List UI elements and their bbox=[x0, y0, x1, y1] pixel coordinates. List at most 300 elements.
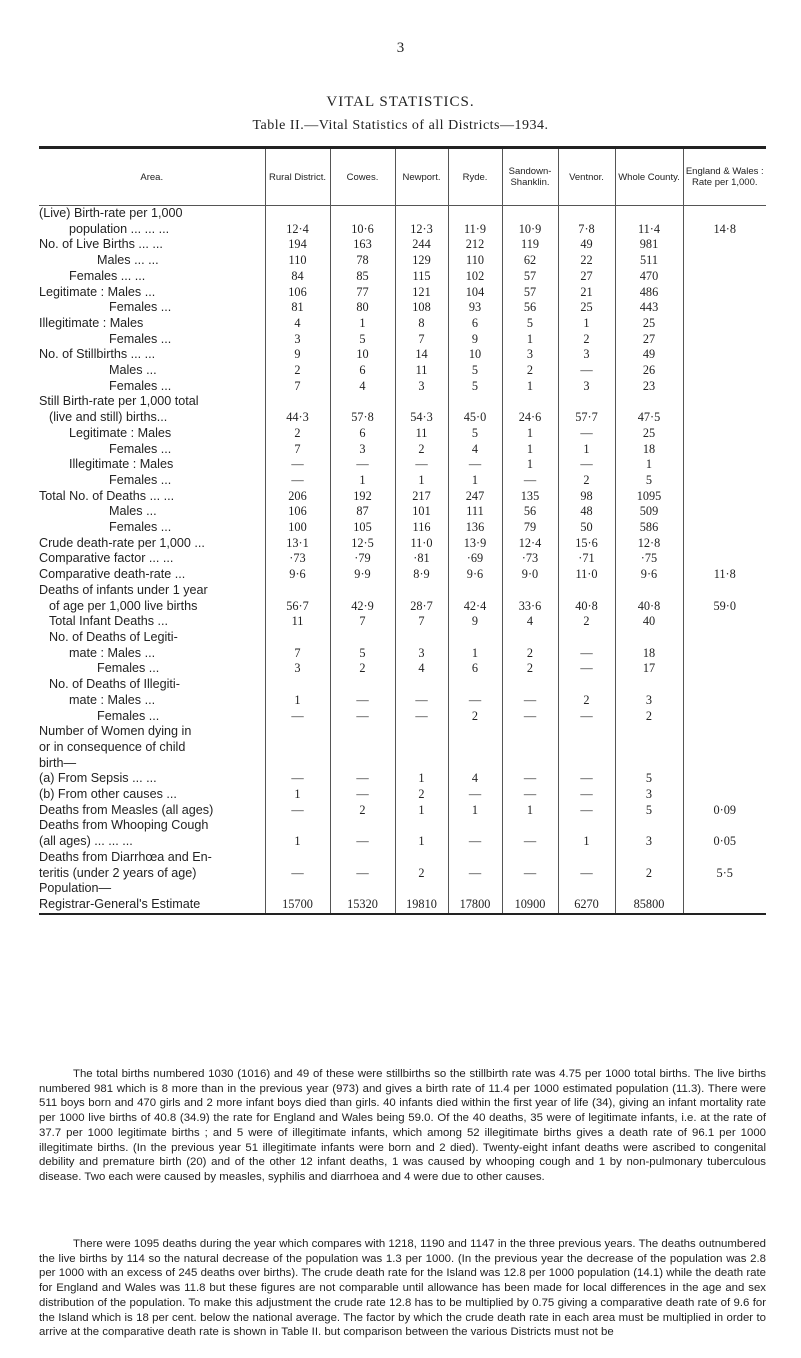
table-cell: 192 bbox=[330, 489, 395, 505]
table-cell bbox=[448, 206, 502, 222]
table-cell: 79 bbox=[502, 520, 558, 536]
table-cell bbox=[683, 285, 766, 301]
table-cell: — bbox=[558, 803, 615, 819]
table-cell bbox=[683, 520, 766, 536]
table-row bbox=[39, 661, 766, 677]
table-cell: 4 bbox=[448, 442, 502, 458]
table-cell: 7·8 bbox=[558, 222, 615, 238]
table-cell: ·81 bbox=[395, 551, 448, 567]
table-cell bbox=[330, 850, 395, 866]
table-cell: 6270 bbox=[558, 897, 615, 914]
table-cell: 12·8 bbox=[615, 536, 683, 552]
table-cell bbox=[330, 724, 395, 740]
table-cell bbox=[683, 316, 766, 332]
column-header: Cowes. bbox=[330, 148, 395, 206]
table-cell bbox=[330, 394, 395, 410]
table-cell: 2 bbox=[395, 787, 448, 803]
table-cell: 21 bbox=[558, 285, 615, 301]
table-cell: 1 bbox=[265, 693, 330, 709]
table-cell: 2 bbox=[448, 709, 502, 725]
table-cell: — bbox=[448, 787, 502, 803]
table-cell: 1 bbox=[395, 803, 448, 819]
table-cell bbox=[265, 881, 330, 897]
row-label: (b) From other causes ... bbox=[39, 787, 177, 802]
row-label: Deaths from Diarrhœa and En- bbox=[39, 849, 212, 864]
column-header: Ryde. bbox=[448, 148, 502, 206]
table-cell bbox=[683, 253, 766, 269]
table-cell: 6 bbox=[448, 316, 502, 332]
table-row bbox=[39, 677, 766, 693]
table-cell bbox=[683, 787, 766, 803]
table-row bbox=[39, 332, 766, 348]
row-label: Females ... bbox=[109, 378, 172, 393]
table-cell: 2 bbox=[330, 661, 395, 677]
table-row bbox=[39, 410, 766, 426]
table-cell: 1 bbox=[502, 457, 558, 473]
table-cell: 100 bbox=[265, 520, 330, 536]
row-label: of age per 1,000 live births bbox=[49, 598, 198, 613]
table-cell: 54·3 bbox=[395, 410, 448, 426]
table-cell: — bbox=[265, 771, 330, 787]
table-cell bbox=[615, 394, 683, 410]
table-cell: 206 bbox=[265, 489, 330, 505]
table-cell bbox=[502, 850, 558, 866]
table-cell bbox=[683, 410, 766, 426]
table-cell: 129 bbox=[395, 253, 448, 269]
table-cell: — bbox=[265, 457, 330, 473]
table-cell bbox=[330, 881, 395, 897]
table-cell bbox=[265, 724, 330, 740]
row-label: Legitimate : Males ... bbox=[39, 284, 156, 299]
table-cell: 4 bbox=[395, 661, 448, 677]
table-cell: 5 bbox=[448, 426, 502, 442]
table-cell: 25 bbox=[615, 316, 683, 332]
table-cell: 4 bbox=[502, 614, 558, 630]
table-cell: 11·8 bbox=[683, 567, 766, 583]
table-cell: 9·6 bbox=[448, 567, 502, 583]
row-label: Females ... bbox=[97, 708, 160, 723]
table-cell: 22 bbox=[558, 253, 615, 269]
table-cell bbox=[683, 442, 766, 458]
row-label: No. of Live Births ... ... bbox=[39, 237, 163, 252]
table-cell: 5 bbox=[615, 473, 683, 489]
table-cell bbox=[330, 630, 395, 646]
table-cell bbox=[448, 394, 502, 410]
table-cell: 5 bbox=[448, 363, 502, 379]
table-cell: — bbox=[558, 457, 615, 473]
table-cell: 121 bbox=[395, 285, 448, 301]
table-cell bbox=[558, 818, 615, 834]
table-cell bbox=[395, 756, 448, 772]
table-cell: 1 bbox=[448, 803, 502, 819]
table-cell: 136 bbox=[448, 520, 502, 536]
row-label: Deaths from Measles (all ages) bbox=[39, 802, 214, 817]
table-cell bbox=[683, 269, 766, 285]
table-row bbox=[39, 394, 766, 410]
row-label: (all ages) ... ... ... bbox=[39, 834, 133, 849]
row-label: Males ... ... bbox=[97, 253, 159, 268]
table-cell bbox=[448, 740, 502, 756]
row-label: birth— bbox=[39, 755, 77, 770]
table-cell bbox=[683, 394, 766, 410]
table-cell bbox=[683, 724, 766, 740]
table-row bbox=[39, 300, 766, 316]
table-cell: ·71 bbox=[558, 551, 615, 567]
table-cell: 28·7 bbox=[395, 599, 448, 615]
table-cell bbox=[683, 332, 766, 348]
table-cell bbox=[502, 724, 558, 740]
table-cell: — bbox=[265, 866, 330, 882]
table-cell: 3 bbox=[615, 787, 683, 803]
table-cell bbox=[683, 536, 766, 552]
table-cell: 3 bbox=[330, 442, 395, 458]
table-cell bbox=[265, 850, 330, 866]
table-cell: 19810 bbox=[395, 897, 448, 914]
table-cell: 115 bbox=[395, 269, 448, 285]
table-cell bbox=[558, 630, 615, 646]
table-row bbox=[39, 787, 766, 803]
table-cell: 10 bbox=[330, 347, 395, 363]
table-cell: 12·4 bbox=[502, 536, 558, 552]
table-cell bbox=[683, 363, 766, 379]
table-cell: 85800 bbox=[615, 897, 683, 914]
table-cell bbox=[265, 206, 330, 222]
table-cell bbox=[683, 300, 766, 316]
table-cell: ·75 bbox=[615, 551, 683, 567]
table-cell: — bbox=[502, 709, 558, 725]
table-cell: 57 bbox=[502, 285, 558, 301]
table-cell bbox=[615, 724, 683, 740]
table-cell: 45·0 bbox=[448, 410, 502, 426]
table-cell: 212 bbox=[448, 237, 502, 253]
table-cell: 7 bbox=[330, 614, 395, 630]
table-cell: — bbox=[558, 709, 615, 725]
table-cell: 7 bbox=[265, 442, 330, 458]
table-cell: 11·0 bbox=[558, 567, 615, 583]
table-row bbox=[39, 803, 766, 819]
table-cell: 2 bbox=[502, 661, 558, 677]
table-cell: 48 bbox=[558, 504, 615, 520]
table-cell bbox=[558, 850, 615, 866]
table-row bbox=[39, 599, 766, 615]
table-cell: 23 bbox=[615, 379, 683, 395]
table-cell bbox=[502, 818, 558, 834]
table-cell: 26 bbox=[615, 363, 683, 379]
table-cell: 18 bbox=[615, 442, 683, 458]
table-cell: 3 bbox=[265, 661, 330, 677]
table-cell: 17800 bbox=[448, 897, 502, 914]
row-label: Population— bbox=[39, 881, 112, 896]
table-cell: 2 bbox=[265, 363, 330, 379]
table-cell: — bbox=[502, 771, 558, 787]
table-cell: 7 bbox=[265, 646, 330, 662]
table-cell bbox=[395, 677, 448, 693]
table-cell bbox=[558, 583, 615, 599]
table-cell: 1 bbox=[502, 426, 558, 442]
row-label: Females ... bbox=[109, 520, 172, 535]
table-body bbox=[39, 206, 766, 914]
table-cell: 1 bbox=[502, 332, 558, 348]
table-row bbox=[39, 457, 766, 473]
row-label: (live and still) births... bbox=[49, 410, 168, 425]
table-cell: 486 bbox=[615, 285, 683, 301]
table-cell: 110 bbox=[265, 253, 330, 269]
table-cell bbox=[558, 724, 615, 740]
table-cell: — bbox=[330, 787, 395, 803]
table-cell: — bbox=[330, 693, 395, 709]
table-cell: 9·0 bbox=[502, 567, 558, 583]
table-cell: 5·5 bbox=[683, 866, 766, 882]
table-cell: 10900 bbox=[502, 897, 558, 914]
column-header: Whole County. bbox=[615, 148, 683, 206]
table-cell: 15700 bbox=[265, 897, 330, 914]
row-label: Females ... bbox=[109, 472, 172, 487]
table-cell: 3 bbox=[395, 379, 448, 395]
row-label: No. of Stillbirths ... ... bbox=[39, 347, 156, 362]
table-row bbox=[39, 551, 766, 567]
table-cell: 1 bbox=[448, 473, 502, 489]
table-cell: — bbox=[265, 709, 330, 725]
paragraph-births: The total births numbered 1030 (1016) and 49 of these were stillbirths so the stillbirth rate was 4.75 per 1000 total births. The live births numbered 981 which is 8 more than in the previous year (973) and gives a birth rate of 11.4 per 1000 estimated population (11.3). There were 511 boys born and 470 girls and 2 more infant boys died than girls. 40 infants died within the first year of life (34), giving an infant mortality rate per 1000 live births of 40.8 (34.9) the rate for England and Wales being 59.0. Of the 40 deaths, 35 were of legitimate infants, i.e. at the rate of 37.7 per 1000 legitimate births ; and 5 were of illegitimate infants, which among 52 illegitimate births gives a death rate of 96.1 per 1000 illegitimate births. (In the previous year 51 illegitimate infants were born and 2 died). Twenty-eight infant deaths were ascribed to congenital debility and premature birth (20) and of the other 12 infant deaths, 1 was caused by whooping cough and 1 by non-pulmonary tuberculous disease. Two each were caused by measles, syphilis and diarrhoea and 4 were due to other causes. bbox=[39, 1068, 766, 1183]
table-cell: 1 bbox=[615, 457, 683, 473]
table-cell bbox=[395, 881, 448, 897]
table-cell: 0·09 bbox=[683, 803, 766, 819]
table-row bbox=[39, 426, 766, 442]
table-cell: 27 bbox=[615, 332, 683, 348]
table-cell: — bbox=[448, 834, 502, 850]
table-cell: 13·1 bbox=[265, 536, 330, 552]
table-cell bbox=[615, 881, 683, 897]
table-cell: 108 bbox=[395, 300, 448, 316]
table-cell bbox=[683, 740, 766, 756]
row-label: Total No. of Deaths ... ... bbox=[39, 488, 175, 503]
row-label: Number of Women dying in bbox=[39, 724, 192, 739]
row-label: Females ... bbox=[109, 331, 172, 346]
column-header: Area. bbox=[39, 148, 265, 206]
table-cell bbox=[683, 818, 766, 834]
table-cell: 1 bbox=[558, 442, 615, 458]
table-cell: 5 bbox=[330, 646, 395, 662]
table-cell: — bbox=[448, 693, 502, 709]
row-label: (a) From Sepsis ... ... bbox=[39, 771, 157, 786]
table-cell: 104 bbox=[448, 285, 502, 301]
table-cell: 11 bbox=[395, 363, 448, 379]
table-cell bbox=[448, 818, 502, 834]
table-cell: 4 bbox=[448, 771, 502, 787]
table-cell: 4 bbox=[330, 379, 395, 395]
row-label: Females ... ... bbox=[69, 268, 146, 283]
table-cell bbox=[683, 771, 766, 787]
table-cell: — bbox=[558, 771, 615, 787]
row-label: Females ... bbox=[97, 661, 160, 676]
table-cell: 25 bbox=[615, 426, 683, 442]
table-cell: 3 bbox=[558, 379, 615, 395]
table-row bbox=[39, 536, 766, 552]
table-cell bbox=[502, 756, 558, 772]
table-cell: — bbox=[265, 803, 330, 819]
row-label: Legitimate : Males bbox=[69, 425, 172, 440]
table-cell: 2 bbox=[330, 803, 395, 819]
table-cell: 84 bbox=[265, 269, 330, 285]
table-cell: 2 bbox=[558, 614, 615, 630]
table-cell: 17 bbox=[615, 661, 683, 677]
table-cell: — bbox=[330, 866, 395, 882]
table-row bbox=[39, 693, 766, 709]
table-cell: 87 bbox=[330, 504, 395, 520]
row-label: Males ... bbox=[109, 363, 157, 378]
row-label: teritis (under 2 years of age) bbox=[39, 865, 197, 880]
table-cell: — bbox=[558, 787, 615, 803]
table-cell bbox=[615, 630, 683, 646]
table-cell bbox=[330, 740, 395, 756]
table-cell: 6 bbox=[330, 426, 395, 442]
row-label: mate : Males ... bbox=[69, 692, 156, 707]
table-row bbox=[39, 504, 766, 520]
table-cell: 9 bbox=[448, 332, 502, 348]
table-cell: 1 bbox=[502, 442, 558, 458]
table-row bbox=[39, 379, 766, 395]
table-row bbox=[39, 818, 766, 834]
table-cell bbox=[683, 379, 766, 395]
table-cell bbox=[502, 394, 558, 410]
table-row bbox=[39, 363, 766, 379]
table-cell: 443 bbox=[615, 300, 683, 316]
table-cell bbox=[330, 206, 395, 222]
row-label: Males ... bbox=[109, 504, 157, 519]
table-cell bbox=[330, 583, 395, 599]
table-row bbox=[39, 489, 766, 505]
table-cell bbox=[615, 756, 683, 772]
table-cell: 10·6 bbox=[330, 222, 395, 238]
table-cell: ·73 bbox=[502, 551, 558, 567]
table-cell bbox=[683, 457, 766, 473]
table-cell: 59·0 bbox=[683, 599, 766, 615]
table-row bbox=[39, 771, 766, 787]
table-cell bbox=[448, 850, 502, 866]
table-cell bbox=[683, 583, 766, 599]
table-row bbox=[39, 881, 766, 897]
table-cell: 77 bbox=[330, 285, 395, 301]
table-cell bbox=[615, 206, 683, 222]
table-cell: 586 bbox=[615, 520, 683, 536]
row-label: Crude death-rate per 1,000 ... bbox=[39, 535, 205, 550]
table-cell: 2 bbox=[265, 426, 330, 442]
table-cell: 7 bbox=[395, 332, 448, 348]
table-cell bbox=[330, 677, 395, 693]
table-cell: 11·9 bbox=[448, 222, 502, 238]
section-heading: VITAL STATISTICS. bbox=[326, 94, 475, 110]
table-cell: 247 bbox=[448, 489, 502, 505]
table-cell: — bbox=[502, 787, 558, 803]
column-header: Rural District. bbox=[265, 148, 330, 206]
table-cell: 10 bbox=[448, 347, 502, 363]
table-cell: 40·8 bbox=[615, 599, 683, 615]
table-row bbox=[39, 473, 766, 489]
table-cell bbox=[395, 206, 448, 222]
table-cell: — bbox=[502, 866, 558, 882]
table-cell: 2 bbox=[558, 693, 615, 709]
table-cell bbox=[683, 206, 766, 222]
table-cell: 14 bbox=[395, 347, 448, 363]
table-row bbox=[39, 442, 766, 458]
table-cell: — bbox=[330, 771, 395, 787]
table-cell bbox=[683, 881, 766, 897]
table-cell: 3 bbox=[502, 347, 558, 363]
table-cell: 9·6 bbox=[265, 567, 330, 583]
row-label: population ... ... ... bbox=[69, 221, 170, 236]
table-row bbox=[39, 740, 766, 756]
table-cell: 1 bbox=[330, 316, 395, 332]
table-cell: 13·9 bbox=[448, 536, 502, 552]
column-header: England & Wales : Rate per 1,000. bbox=[683, 148, 766, 206]
table-cell: 5 bbox=[615, 803, 683, 819]
table-cell bbox=[615, 677, 683, 693]
table-cell bbox=[395, 394, 448, 410]
table-cell bbox=[558, 394, 615, 410]
table-cell: 106 bbox=[265, 285, 330, 301]
table-cell: 25 bbox=[558, 300, 615, 316]
row-label: Still Birth-rate per 1,000 total bbox=[39, 394, 199, 409]
table-cell bbox=[615, 583, 683, 599]
table-cell: 1 bbox=[265, 834, 330, 850]
table-cell: — bbox=[395, 457, 448, 473]
table-cell: 12·4 bbox=[265, 222, 330, 238]
table-cell: — bbox=[502, 834, 558, 850]
row-label: Illegitimate : Males bbox=[69, 457, 174, 472]
table-cell: 5 bbox=[330, 332, 395, 348]
table-cell bbox=[330, 818, 395, 834]
table-cell bbox=[265, 818, 330, 834]
table-cell: 49 bbox=[558, 237, 615, 253]
table-cell bbox=[502, 881, 558, 897]
table-cell: 3 bbox=[615, 834, 683, 850]
table-cell bbox=[502, 583, 558, 599]
column-header: Newport. bbox=[395, 148, 448, 206]
table-cell: 1 bbox=[558, 834, 615, 850]
table-cell bbox=[683, 756, 766, 772]
table-row bbox=[39, 756, 766, 772]
table-cell bbox=[395, 818, 448, 834]
table-row bbox=[39, 583, 766, 599]
table-cell: — bbox=[395, 709, 448, 725]
table-cell bbox=[265, 740, 330, 756]
table-cell bbox=[683, 614, 766, 630]
table-cell: 1 bbox=[330, 473, 395, 489]
table-cell: 42·9 bbox=[330, 599, 395, 615]
table-cell: 2 bbox=[558, 332, 615, 348]
table-row bbox=[39, 567, 766, 583]
table-cell bbox=[683, 677, 766, 693]
table-cell: 6 bbox=[448, 661, 502, 677]
table-row bbox=[39, 897, 766, 914]
table-cell bbox=[558, 756, 615, 772]
table-cell: 9·6 bbox=[615, 567, 683, 583]
table-cell bbox=[265, 394, 330, 410]
table-cell: 12·5 bbox=[330, 536, 395, 552]
table-cell: — bbox=[558, 646, 615, 662]
column-header: Ventnor. bbox=[558, 148, 615, 206]
table-cell: 5 bbox=[615, 771, 683, 787]
table-cell: 57 bbox=[502, 269, 558, 285]
table-cell bbox=[395, 740, 448, 756]
vital-statistics-table bbox=[39, 146, 766, 915]
row-label: (Live) Birth-rate per 1,000 bbox=[39, 206, 183, 220]
table-row bbox=[39, 850, 766, 866]
table-cell: 57·8 bbox=[330, 410, 395, 426]
table-cell: 511 bbox=[615, 253, 683, 269]
row-label: Females ... bbox=[109, 441, 172, 456]
table-cell: 3 bbox=[558, 347, 615, 363]
